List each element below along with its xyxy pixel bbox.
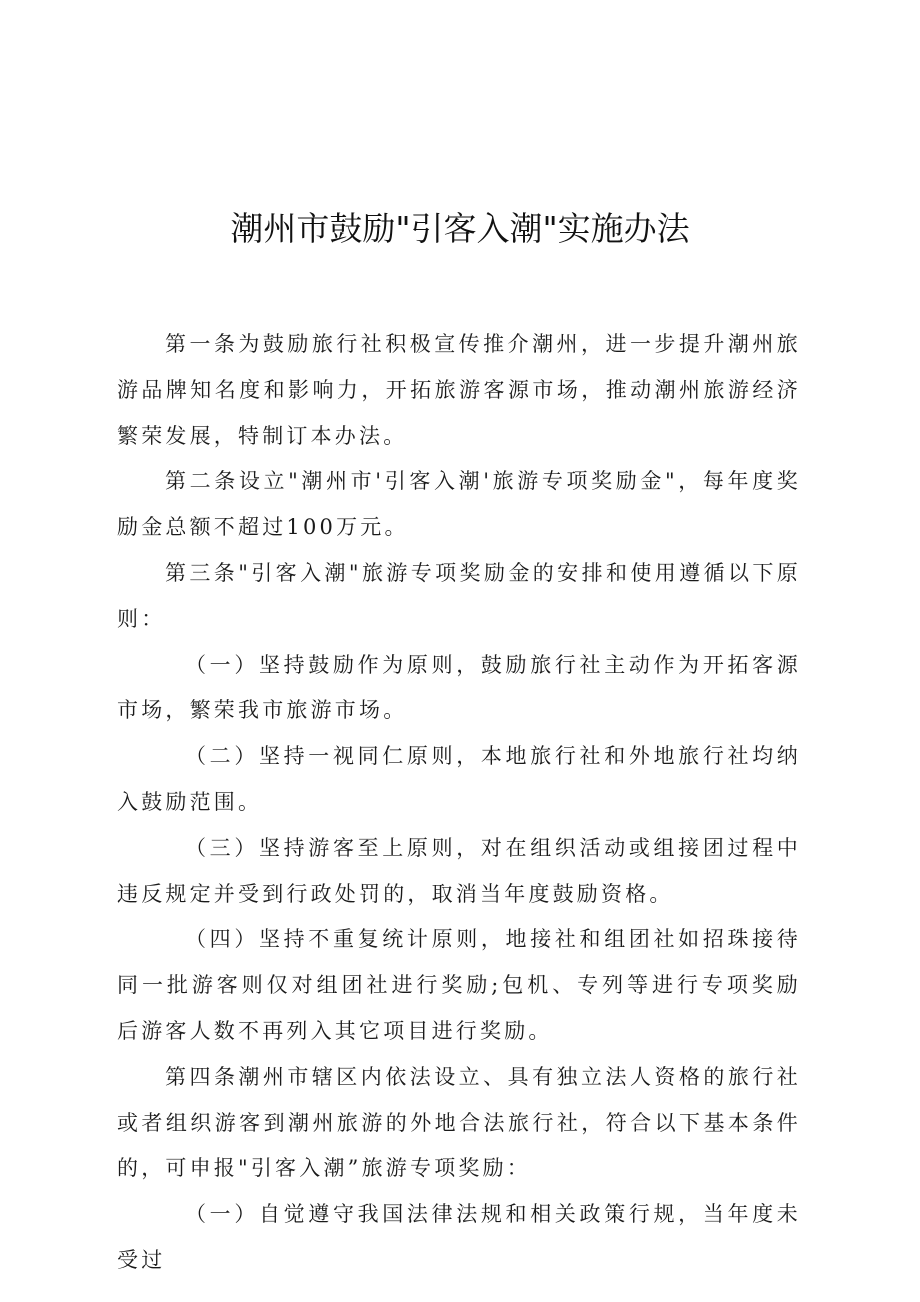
paragraph-condition-1: （一）自觉遵守我国法律法规和相关政策行规，当年度未受过 (117, 1202, 801, 1272)
paragraph-article-3: 第三条"引客入潮"旅游专项奖励金的安排和使用遵循以下原则： (117, 560, 801, 631)
document-title: 潮州市鼓励"引客入潮"实施办法 (230, 209, 690, 248)
paragraph-principle-2: （二）坚持一视同仁原则，本地旅行社和外地旅行社均纳入鼓励范围。 (117, 744, 801, 814)
paragraph-article-4: 第四条潮州市辖区内依法设立、具有独立法人资格的旅行社或者组织游客到潮州旅游的外地合法旅行社，符合以下基本条件的，可申报"引客入潮”旅游专项奖励： (117, 1064, 801, 1181)
paragraph-article-1: 第一条为鼓励旅行社积极宣传推介潮州，进一步提升潮州旅游品牌知名度和影响力，开拓旅游客源市场，推动潮州旅游经济繁荣发展，特制订本办法。 (117, 332, 801, 448)
paragraph-article-2: 第二条设立"潮州市'引客入潮'旅游专项奖励金"，每年度奖励金总额不超过100万元。 (117, 469, 801, 540)
paragraph-principle-1: （一）坚持鼓励作为原则，鼓励旅行社主动作为开拓客源市场，繁荣我市旅游市场。 (117, 652, 801, 723)
paragraph-principle-4: （四）坚持不重复统计原则，地接社和组团社如招珠接待同一批游客则仅对组团社进行奖励;包机、专列等进行专项奖励后游客人数不再列入其它项目进行奖励。 (117, 927, 801, 1043)
paragraph-principle-3: （三）坚持游客至上原则，对在组织活动或组接团过程中违反规定并受到行政处罚的，取消当年度鼓励资格。 (117, 835, 801, 906)
document-body (117, 322, 801, 1284)
